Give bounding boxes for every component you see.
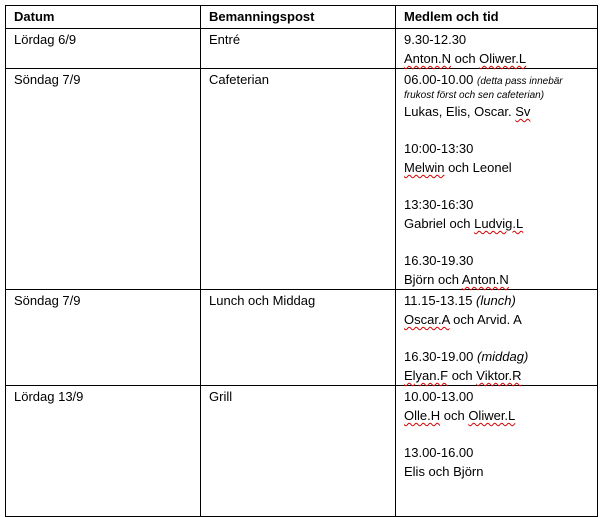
name-flagged: Viktor.R <box>476 368 522 383</box>
shift-names <box>404 270 597 289</box>
name-flagged: Oliwer.L <box>479 51 527 66</box>
header-post: Bemanningspost <box>201 6 396 29</box>
name-joiner: och Leonel <box>444 160 512 175</box>
name-flagged: Oliwer.L <box>468 408 516 423</box>
name-flagged: Anton.N <box>404 51 451 66</box>
shift-time: 13:30-16:30 <box>404 197 474 212</box>
name-joiner: och <box>450 51 480 66</box>
schedule-table <box>5 5 598 517</box>
name-joiner: och <box>448 368 477 383</box>
date-text: Söndag 7/9 <box>14 293 81 308</box>
shift-time-with-note <box>404 291 597 310</box>
table-row <box>6 29 598 69</box>
post-text: Entré <box>209 32 241 47</box>
shift-names <box>404 366 597 385</box>
shift-names: Elis och Björn <box>404 464 484 479</box>
post-cell <box>201 290 396 386</box>
shift-time: 16.30-19.30 <box>404 253 474 268</box>
shift-time: 13.00-16.00 <box>404 445 474 460</box>
table-row <box>6 386 598 517</box>
shift-time-with-note <box>404 347 597 366</box>
shift-meal-note: (lunch) <box>476 293 516 308</box>
name-joiner: och <box>440 408 469 423</box>
name-flagged: Oscar.A <box>404 312 450 327</box>
name-flagged: Elyan.F <box>404 368 449 383</box>
shift-names <box>404 214 597 233</box>
date-text: Lördag 13/9 <box>14 389 84 404</box>
date-cell <box>6 386 201 517</box>
name-list: Gabriel och <box>404 216 475 231</box>
shift-meal-note: (middag) <box>477 349 529 364</box>
name-list: Björn och <box>404 272 462 287</box>
post-cell <box>201 29 396 69</box>
name-flagged: Melwin <box>404 160 445 175</box>
shift-names <box>404 102 597 121</box>
members-cell <box>396 290 598 386</box>
name-list: Lukas, Elis, Oscar. <box>404 104 516 119</box>
name-flagged: Ludvig.L <box>474 216 524 231</box>
date-cell <box>6 290 201 386</box>
header-members: Medlem och tid <box>396 6 598 29</box>
shift-time: 11.15-13.15 <box>404 293 477 308</box>
name-flagged: Anton.N <box>461 272 509 287</box>
shift-time: 10.00-13.00 <box>404 389 474 404</box>
post-text: Grill <box>209 389 233 404</box>
shift-names <box>404 310 597 329</box>
shift-names <box>404 406 597 425</box>
name-flagged: Olle.H <box>404 408 441 423</box>
post-cell <box>201 69 396 290</box>
shift-time: 10:00-13:30 <box>404 141 474 156</box>
shift-note: (detta pass innebär <box>477 76 563 87</box>
post-text: Lunch och Middag <box>209 293 316 308</box>
header-date: Datum <box>6 6 201 29</box>
table-row <box>6 290 598 386</box>
name-joiner: och Arvid. A <box>449 312 522 327</box>
date-cell <box>6 69 201 290</box>
post-cell <box>201 386 396 517</box>
shift-names <box>404 49 597 68</box>
members-cell <box>396 386 598 517</box>
shift-time-with-note <box>404 70 597 89</box>
post-text: Cafeterian <box>209 72 269 87</box>
date-text: Söndag 7/9 <box>14 72 81 87</box>
shift-time: 9.30-12.30 <box>404 32 467 47</box>
shift-time: 06.00-10.00 <box>404 72 474 87</box>
shift-names <box>404 158 597 177</box>
members-cell <box>396 29 598 69</box>
members-cell <box>396 69 598 290</box>
shift-note-continued: frukost först och sen cafeterian) <box>404 90 545 101</box>
shift-time: 16.30-19.00 <box>404 349 478 364</box>
date-text: Lördag 6/9 <box>14 32 77 47</box>
table-row <box>6 69 598 290</box>
name-flagged: Sv <box>515 104 531 119</box>
date-cell <box>6 29 201 69</box>
header-row <box>6 6 598 29</box>
